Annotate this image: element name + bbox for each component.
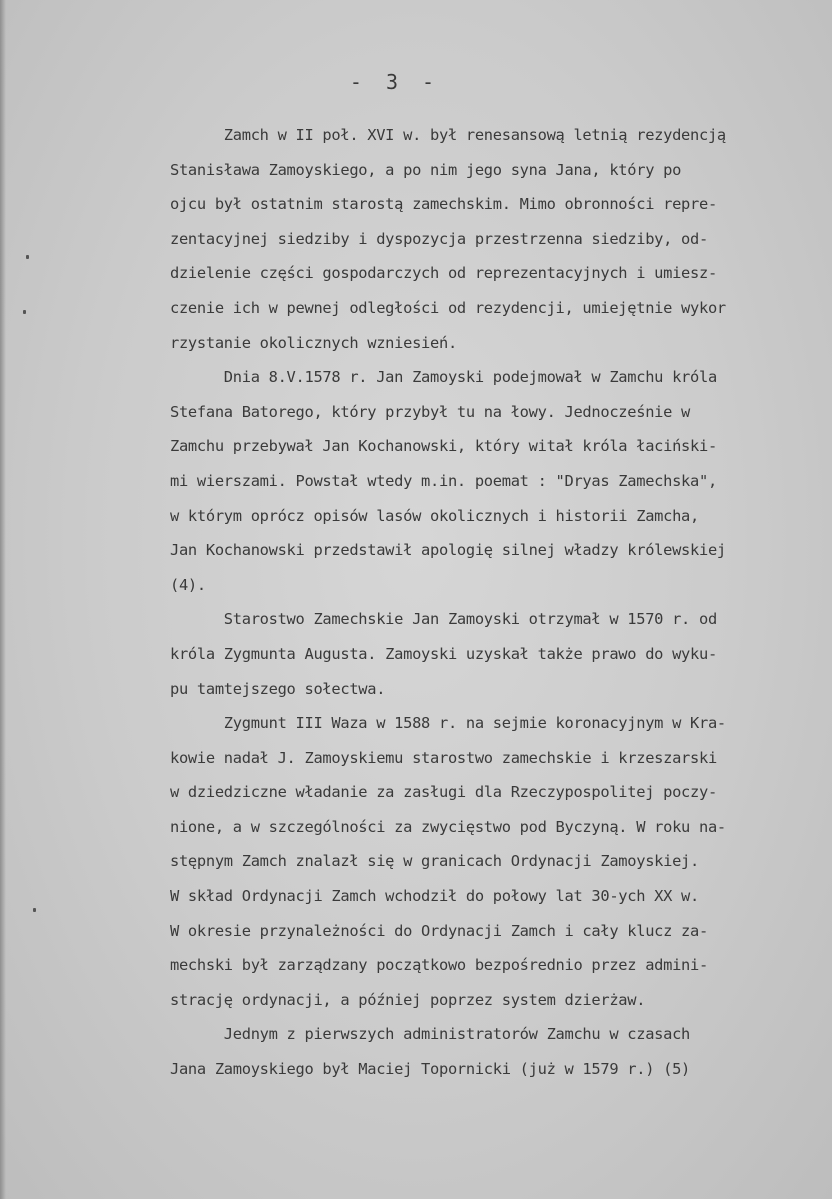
text-line: nione, a w szczególności za zwycięstwo pod Byczyną. W roku na- xyxy=(170,817,726,836)
text-line: Jednym z pierwszych administratorów Zamchu w czasach xyxy=(170,1025,691,1044)
text-line: mi wierszami. Powstał wtedy m.in. poemat : "Dryas Zamechska", xyxy=(170,471,717,490)
text-line: rzystanie okolicznych wzniesień. xyxy=(170,333,457,352)
text-line: Starostwo Zamechskie Jan Zamoyski otrzymał w 1570 r. od xyxy=(170,610,717,629)
text-line: w którym oprócz opisów lasów okolicznych i historii Zamcha, xyxy=(170,506,699,525)
text-line: zentacyjnej siedziby i dyspozycja przestrzenna siedziby, od- xyxy=(170,229,708,248)
body-text xyxy=(170,118,825,1087)
text-line: Zygmunt III Waza w 1588 r. na sejmie koronacyjnym w Kra- xyxy=(170,714,726,733)
text-line: mechski był zarządzany początkowo bezpośrednio przez admini- xyxy=(170,956,708,975)
margin-mark xyxy=(23,310,26,314)
text-line: Dnia 8.V.1578 r. Jan Zamoyski podejmował w Zamchu króla xyxy=(170,368,717,387)
text-line: kowie nadał J. Zamoyskiemu starostwo zamechskie i krzeszarski xyxy=(170,748,717,767)
text-line: pu tamtejszego sołectwa. xyxy=(170,679,386,698)
text-line: Zamch w II poł. XVI w. był renesansową letnią rezydencją xyxy=(170,126,726,144)
margin-mark xyxy=(33,908,36,912)
text-line: króla Zygmunta Augusta. Zamoyski uzyskał także prawo do wyku- xyxy=(170,644,717,663)
text-line: dzielenie części gospodarczych od reprezentacyjnych i umiesz- xyxy=(170,264,717,283)
text-line: Jana Zamoyskiego był Maciej Topornicki (już w 1579 r.) (5) xyxy=(170,1060,691,1079)
text-line: strację ordynacji, a później poprzez system dzierżaw. xyxy=(170,990,646,1009)
page-number: - 3 - xyxy=(349,70,441,94)
text-line: W okresie przynależności do Ordynacji Zamch i cały klucz za- xyxy=(170,921,708,940)
text-line: czenie ich w pewnej odległości od rezydencji, umiejętnie wykor xyxy=(170,298,726,317)
text-line: stępnym Zamch znalazł się w granicach Ordynacji Zamoyskiej. xyxy=(170,852,699,871)
margin-mark xyxy=(26,255,29,259)
text-line: Zamchu przebywał Jan Kochanowski, który witał króla łaciński- xyxy=(170,437,717,456)
text-line: Jan Kochanowski przedstawił apologię silnej władzy królewskiej xyxy=(170,541,726,560)
scan-edge-shadow xyxy=(0,0,6,1199)
text-line: ojcu był ostatnim starostą zamechskim. Mimo obronności repre- xyxy=(170,195,717,214)
text-line: w dziedziczne władanie za zasługi dla Rzeczypospolitej poczy- xyxy=(170,783,717,802)
text-line: Stanisława Zamoyskiego, a po nim jego syna Jana, który po xyxy=(170,160,682,179)
text-line: Stefana Batorego, który przybył tu na łowy. Jednocześnie w xyxy=(170,402,691,421)
text-line: W skład Ordynacji Zamch wchodził do połowy lat 30-ych XX w. xyxy=(170,887,699,906)
text-line: (4). xyxy=(170,575,206,594)
